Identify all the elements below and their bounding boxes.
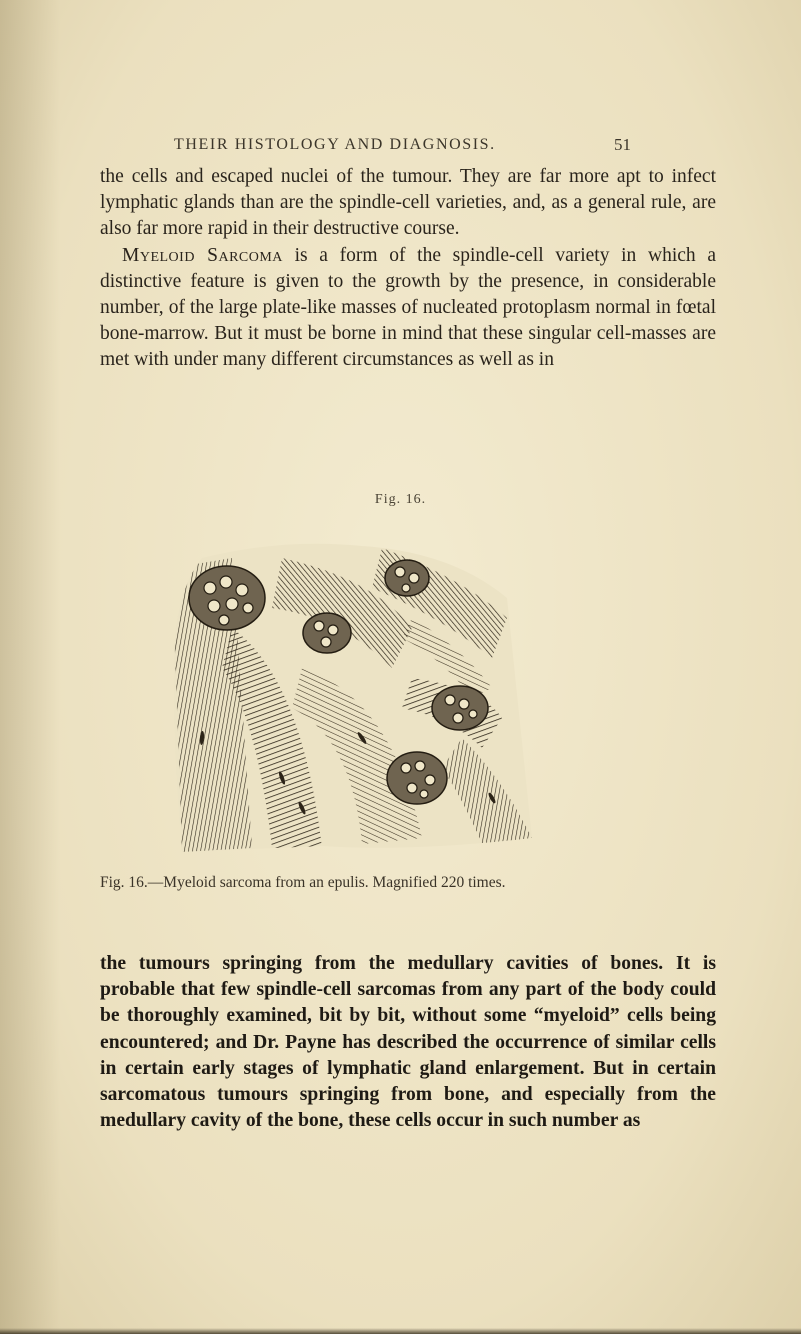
section-lead: Myeloid Sarcoma	[122, 244, 283, 266]
body-text-bottom	[100, 951, 716, 1134]
page-edge-shadow	[0, 0, 60, 1334]
histology-engraving	[162, 538, 540, 852]
running-title: THEIR HISTOLOGY AND DIAGNOSIS.	[174, 136, 496, 153]
page-number: 51	[614, 135, 631, 154]
paragraph-2	[100, 243, 716, 374]
paragraph-3: the tumours springing from the medullary cavities of bones. It is probable that few spindle-cell sarcomas from any part of the body could be thoroughly examined, bit by bit, without some “myeloid” cells being encountered; and Dr. Payne has described the occurrence of similar cells in certain early stages of lymphatic gland enlargement. But in certain sarcomatous tumours springing from bone, and especially from the medullary cavity of the bone, these cells occur in such number as	[100, 953, 716, 1132]
figure-caption: Fig. 16.—Myeloid sarcoma from an epulis. Magnified 220 times.	[100, 874, 506, 891]
figure-label: Fig. 16.	[374, 492, 427, 507]
paragraph-1: the cells and escaped nuclei of the tumour. They are far more apt to infect lymphatic glands than are the spindle-cell varieties, and, as a general rule, are also far more rapid in their destructive course.	[100, 166, 716, 240]
histology-illustration	[162, 538, 540, 852]
body-text-top	[100, 164, 716, 374]
paragraph-2-text: is a form of the spindle-cell variety in which a distinctive feature is given to the growth by the presence, in considerable number, of the large plate-like masses of nucleated protoplasm normal in fœtal bone-marrow. But it must be borne in mind that these singular cell-masses are met with under many different circumstances as well as in	[100, 244, 716, 371]
page-bottom-edge	[0, 1328, 801, 1334]
